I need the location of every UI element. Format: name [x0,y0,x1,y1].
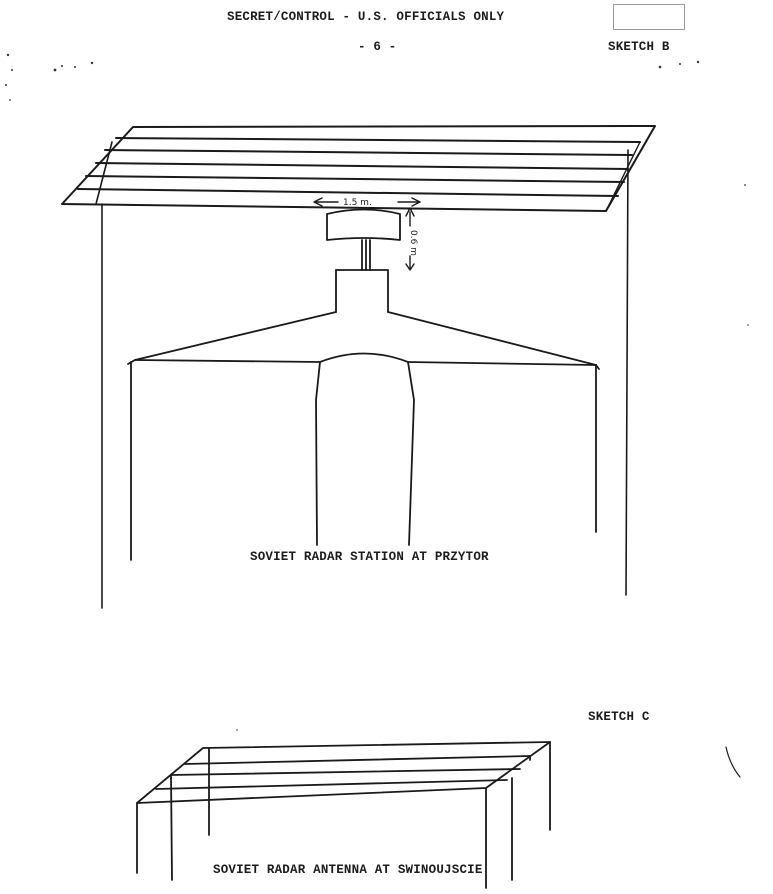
sketch-b-feed-head [327,210,400,271]
height-annotation: 0.6 m [408,230,418,256]
classification-header: SECRET/CONTROL - U.S. OFFICIALS ONLY [227,10,505,24]
sketch-b-label: SKETCH B [608,40,670,54]
sketch-b-side-supports [102,150,628,608]
margin-mark [726,747,740,777]
sketch-b-mast-housing [128,270,599,560]
sketch-c-label: SKETCH C [588,710,650,724]
width-annotation: 1.5 m. [343,198,372,208]
sketch-b-caption: SOVIET RADAR STATION AT PRZYTOR [250,550,489,564]
sketch-c-caption: SOVIET RADAR ANTENNA AT SWINOUJSCIE [213,863,483,877]
page-number: - 6 - [358,40,397,54]
